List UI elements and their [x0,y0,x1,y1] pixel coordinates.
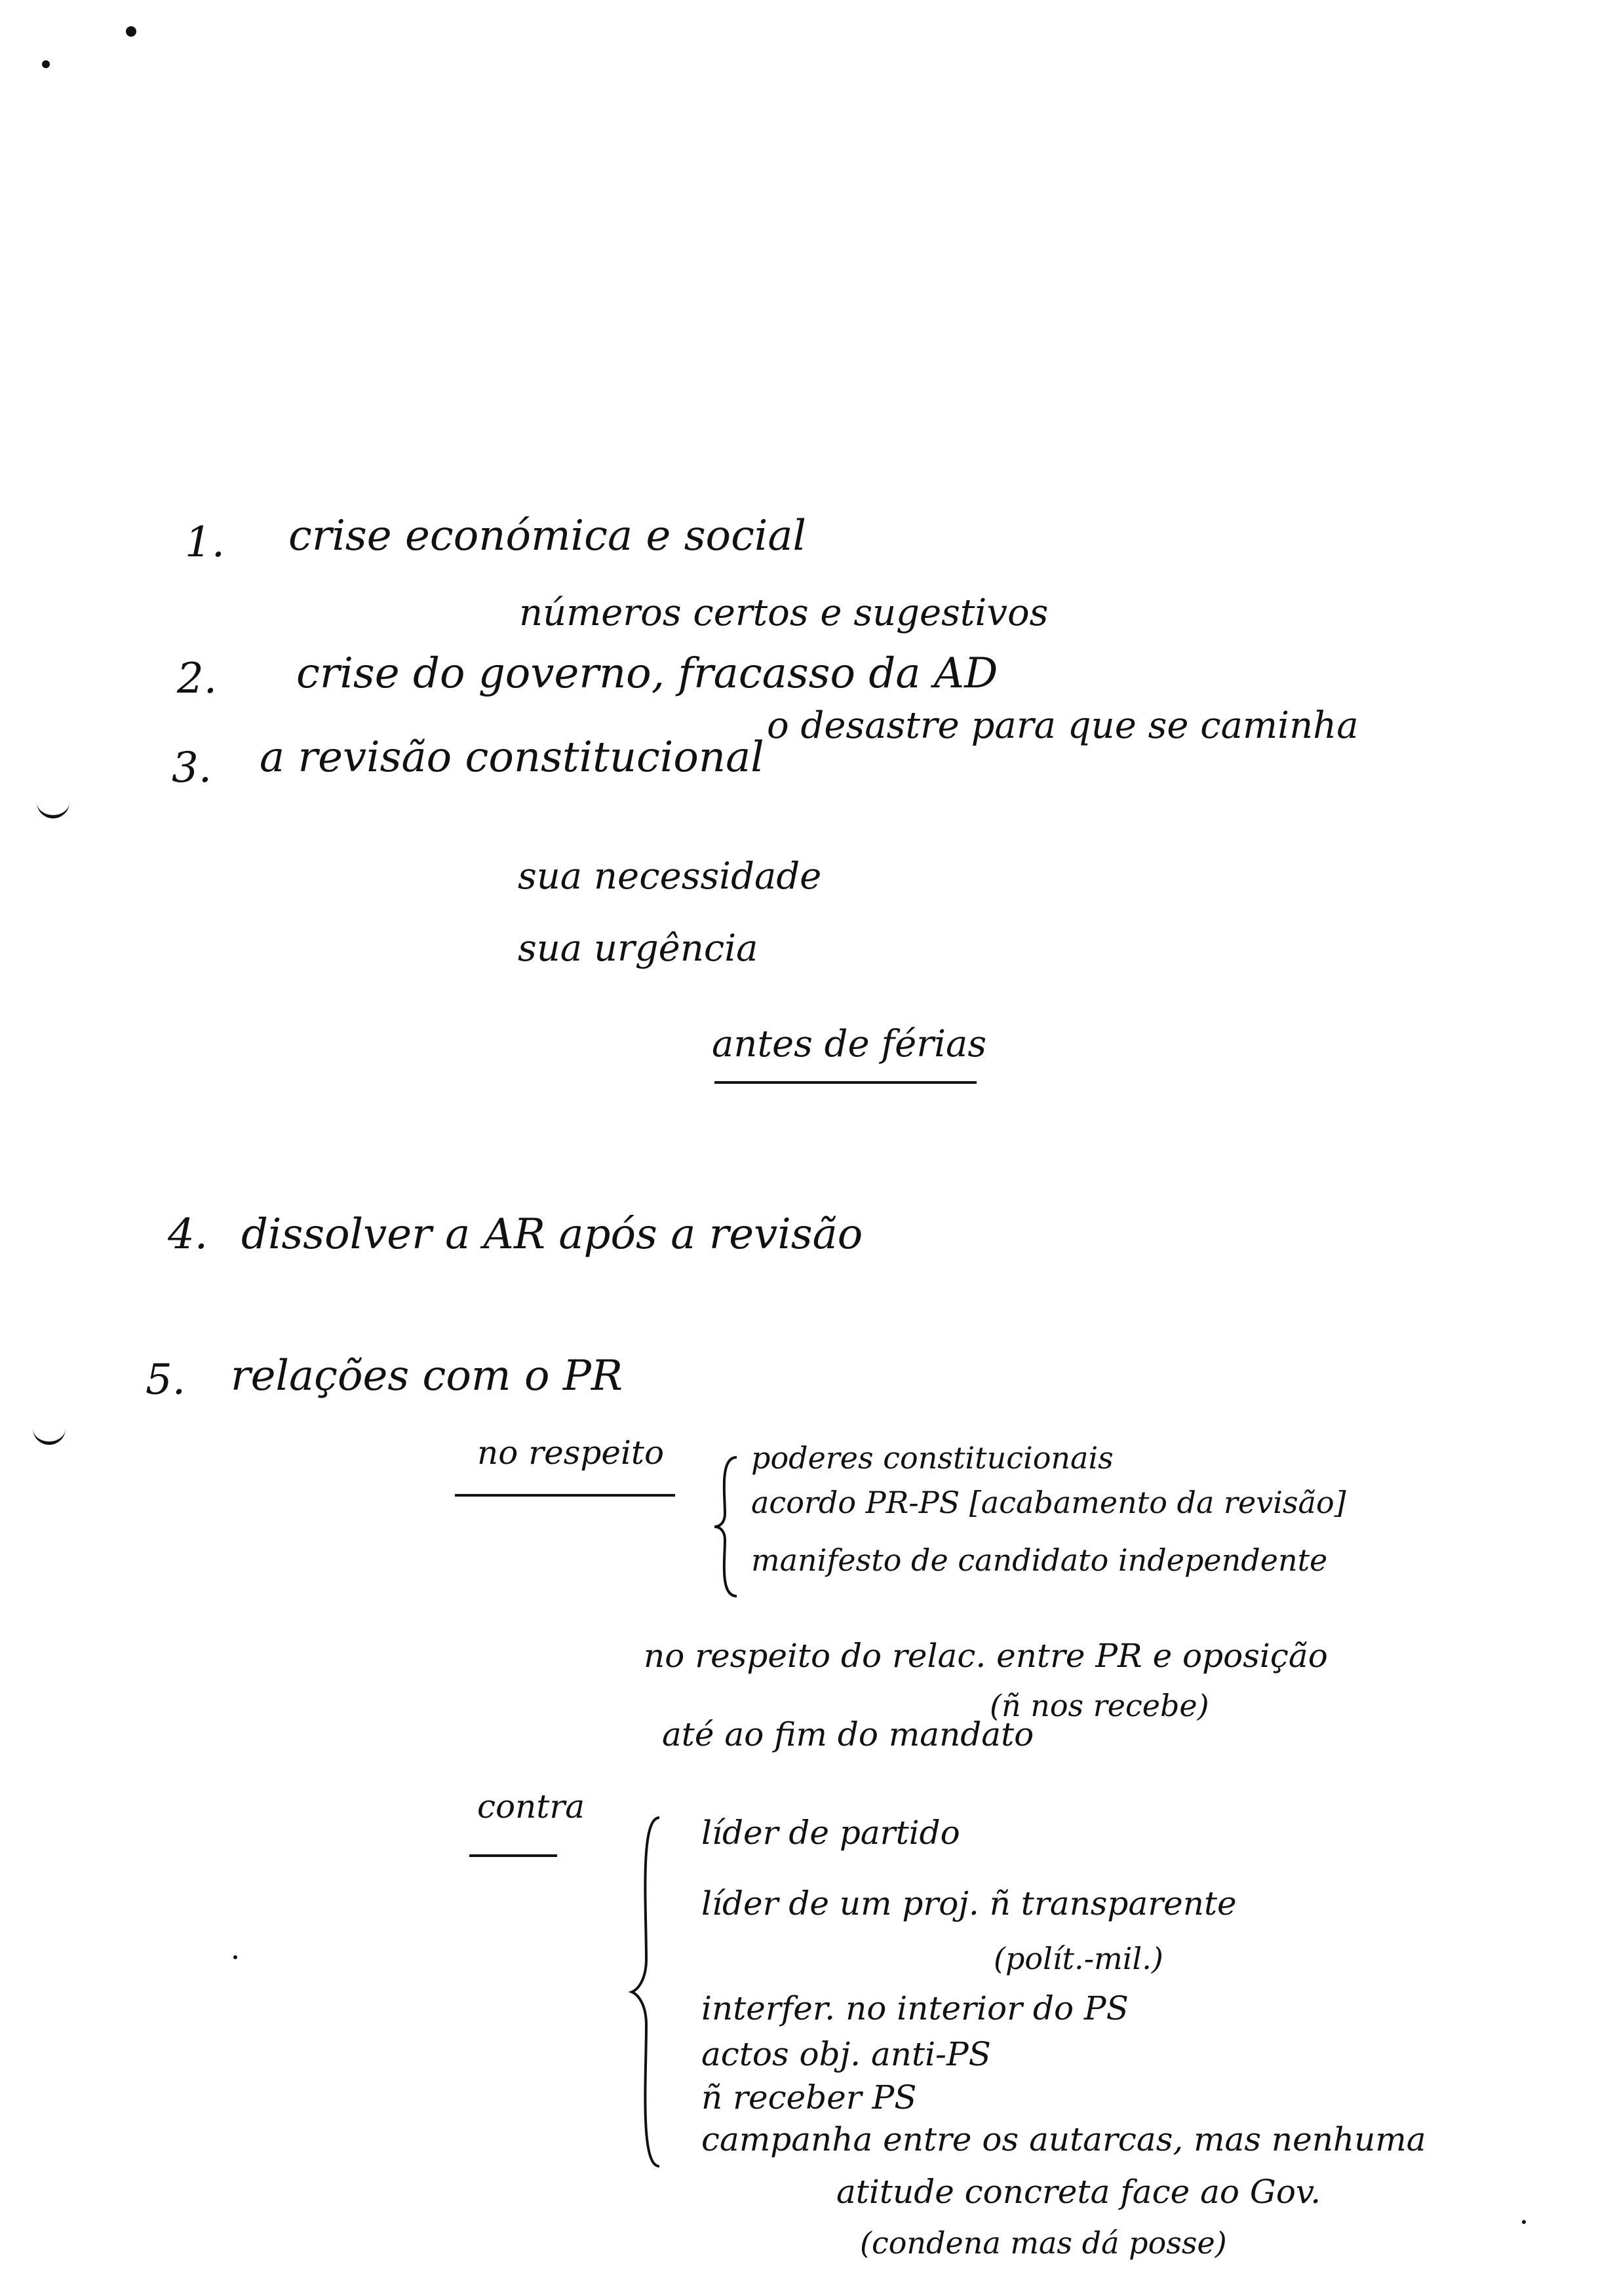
margin-mark [37,801,69,818]
item-heading: dissolver a AR após a revisão [241,1210,863,1259]
ink-dot [233,1955,237,1959]
margin-mark [33,1427,66,1445]
item-number: 2. [177,655,218,703]
emphasis-text: antes de férias [712,1023,987,1065]
curly-brace [631,1815,663,2169]
item-subline: o desastre para que se caminha [767,704,1359,747]
ink-dot [42,60,50,68]
underline [455,1494,675,1497]
item-number: 5. [146,1356,186,1404]
favour-item: acordo PR-PS [acabamento da revisão] [751,1485,1346,1520]
item-number: 4. [168,1210,208,1259]
item-heading: relações com o PR [231,1352,623,1400]
underline [714,1081,977,1084]
against-item: ñ receber PS [701,2078,917,2116]
item-number: 1. [185,518,225,567]
favour-aside: (ñ nos recebe) [990,1688,1209,1723]
against-item: actos obj. anti-PS [701,2035,991,2073]
ink-dot [126,26,136,37]
item-heading: crise económica e social [288,512,806,560]
item-heading: a revisão constitucional [260,733,764,782]
against-item: atitude concreta face ao Gov. [836,2173,1321,2211]
against-item: interfer. no interior do PS [701,1989,1129,2027]
favour-note: no respeito do relac. entre PR e oposição [644,1637,1328,1675]
against-item: (polít.-mil.) [994,1941,1163,1976]
against-item: líder de partido [701,1814,960,1852]
ink-dot [1522,2220,1526,2224]
against-item: (condena mas dá posse) [860,2225,1227,2261]
item-point: sua urgência [518,927,758,970]
item-point: sua necessidade [518,855,822,898]
item-number: 3. [172,744,212,792]
against-item: líder de um proj. ñ transparente [701,1885,1237,1923]
curly-brace [713,1455,739,1599]
favour-item: manifesto de candidato independente [751,1542,1328,1578]
group-label: contra [477,1788,585,1826]
underline [469,1854,557,1857]
favour-item: poderes constitucionais [751,1440,1114,1476]
item-subline: números certos e sugestivos [519,592,1049,634]
favour-note: até ao fim do mandato [662,1715,1034,1753]
group-label: no respeito [477,1434,665,1472]
against-item: campanha entre os autarcas, mas nenhuma [701,2120,1426,2158]
item-heading: crise do governo, fracasso da AD [296,649,998,698]
